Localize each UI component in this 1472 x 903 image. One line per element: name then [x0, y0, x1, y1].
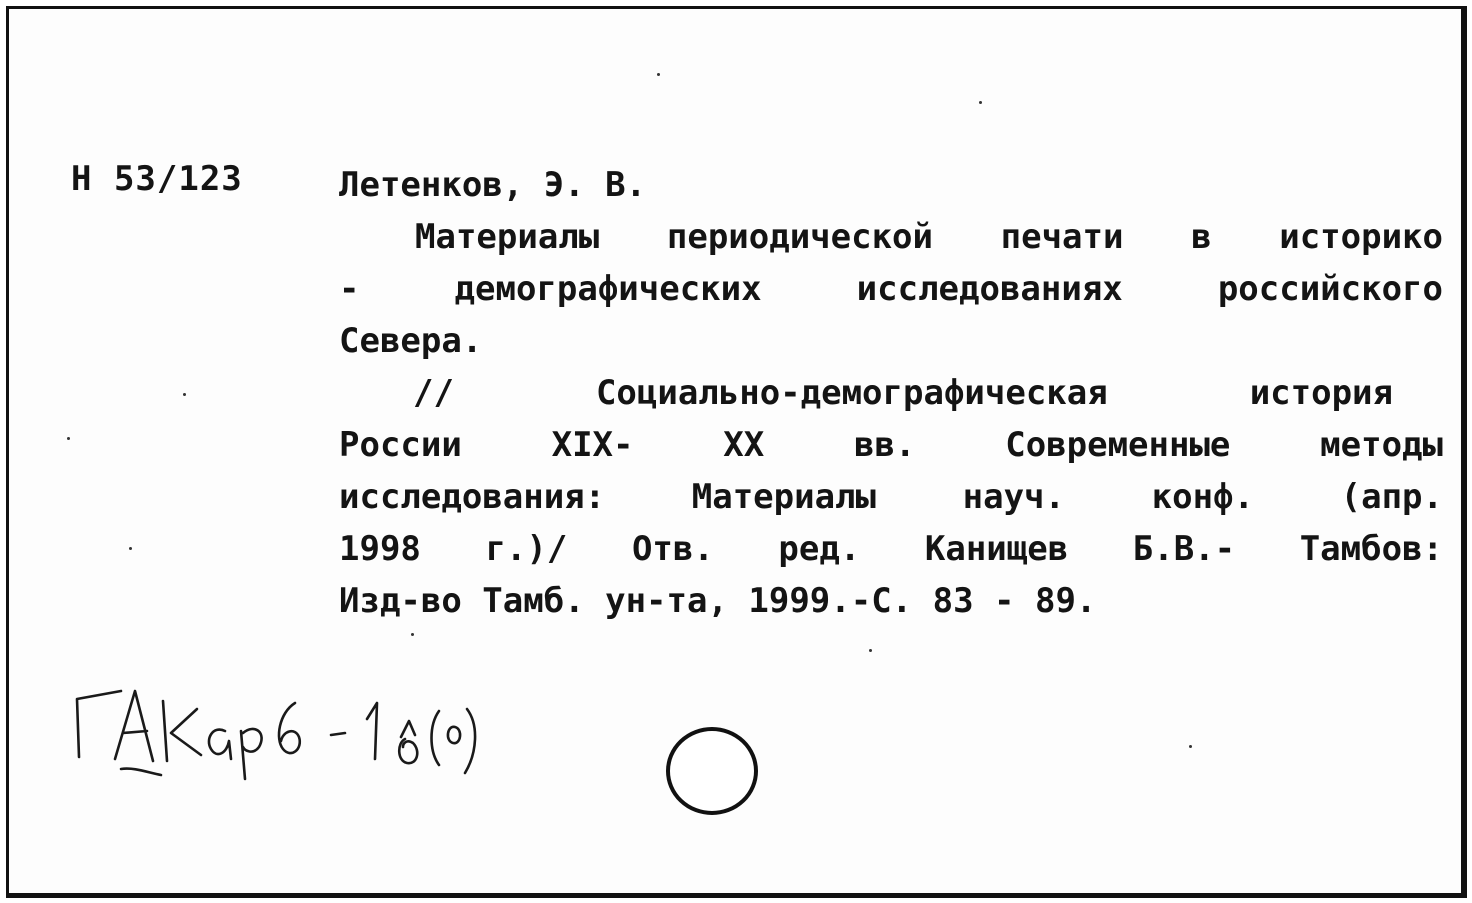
- word: печати: [1000, 217, 1124, 257]
- word: методы: [1320, 425, 1443, 465]
- word: //: [413, 373, 454, 413]
- dust-speck: [657, 73, 660, 76]
- dust-speck: [979, 101, 982, 104]
- catalog-card: [6, 6, 1467, 898]
- word: Материалы: [691, 477, 876, 517]
- word: демографических: [454, 269, 762, 309]
- source-line-3: [339, 471, 1443, 523]
- word: России: [339, 425, 462, 465]
- dust-speck: [129, 547, 132, 550]
- word: XX: [723, 425, 765, 465]
- source-line-5: Изд-во Тамб. ун-та, 1999.-С. 83 - 89.: [339, 581, 1097, 621]
- title-line-2: [339, 263, 1443, 315]
- word: российского: [1217, 269, 1443, 309]
- word: история: [1249, 373, 1393, 413]
- shelfmark: Н 53/123: [71, 159, 243, 199]
- word: науч.: [962, 477, 1065, 517]
- dust-speck: [869, 649, 872, 652]
- word: исследования:: [339, 477, 606, 517]
- title-line-1: [415, 211, 1443, 263]
- word: Б.В.-: [1132, 529, 1236, 569]
- source-line-2: [339, 419, 1443, 471]
- word: в: [1191, 217, 1212, 257]
- source-line-1: [413, 367, 1393, 419]
- word: конф.: [1151, 477, 1254, 517]
- dust-speck: [67, 437, 70, 440]
- handwritten-note: [69, 669, 539, 789]
- dust-speck: [1189, 745, 1192, 748]
- dust-speck: [411, 633, 414, 636]
- word: Материалы: [415, 217, 600, 257]
- word: (апр.: [1340, 477, 1443, 517]
- word: Отв.: [631, 529, 714, 569]
- title-line-3: Севера.: [339, 321, 483, 361]
- word: Тамбов:: [1299, 529, 1443, 569]
- word: Социально-демографическая: [595, 373, 1108, 413]
- word: вв.: [854, 425, 916, 465]
- word: XIX-: [551, 425, 634, 465]
- word: ред.: [778, 529, 861, 569]
- source-line-4: [339, 523, 1443, 575]
- word: 1998: [339, 529, 421, 569]
- punch-hole: [659, 721, 769, 821]
- word: исследованиях: [856, 269, 1123, 309]
- word: Современные: [1005, 425, 1231, 465]
- author-line: Летенков, Э. В.: [339, 165, 647, 205]
- word: -: [339, 269, 360, 309]
- word: периодической: [666, 217, 933, 257]
- dust-speck: [183, 393, 186, 396]
- word: г.)/: [485, 529, 568, 569]
- word: Канищев: [924, 529, 1069, 569]
- word: историко: [1279, 217, 1443, 257]
